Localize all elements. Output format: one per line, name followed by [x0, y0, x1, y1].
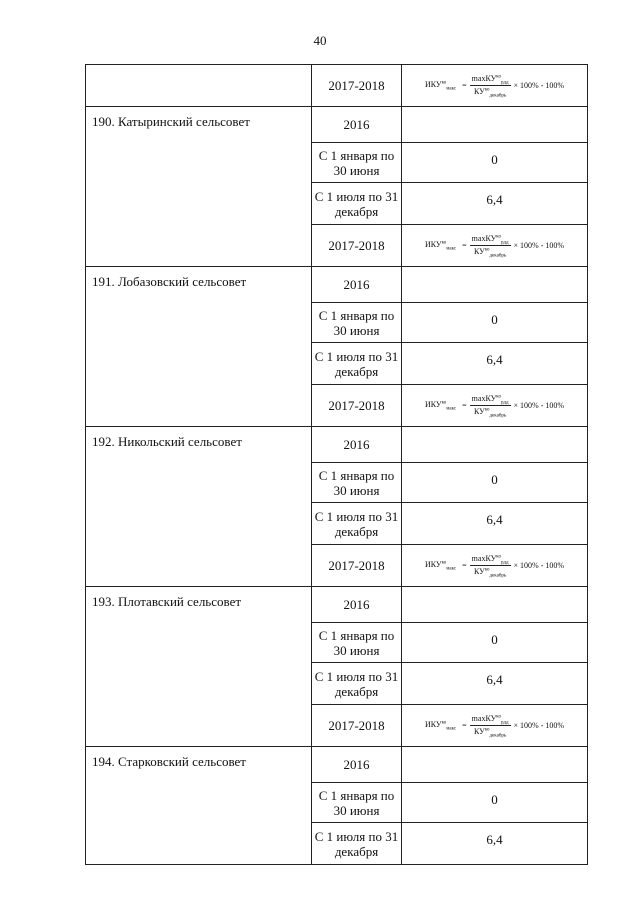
formula-lhs-base: ИКУ — [424, 720, 442, 730]
formula-equals: = — [462, 240, 467, 250]
formula-denominator — [472, 246, 508, 257]
table-row — [86, 427, 588, 463]
formula-denominator — [472, 566, 508, 577]
formula-tail: × 100% - 100% — [513, 80, 565, 90]
formula-num-sub: рдд — [500, 80, 509, 86]
formula-numerator — [470, 394, 511, 406]
formula-lhs-sup: ко — [441, 400, 447, 406]
formula-den-sub: декабрь — [489, 733, 507, 739]
tariff-index-table — [85, 64, 588, 865]
region-cell: 190. Катыринский сельсовет — [86, 107, 312, 267]
period-cell: 2016 — [312, 747, 402, 783]
formula-tail: × 100% - 100% — [513, 240, 565, 250]
table-row — [86, 107, 588, 143]
formula-den-sup: ко — [484, 406, 490, 412]
formula-lhs-sub: макс — [446, 246, 457, 252]
index-formula — [402, 554, 587, 579]
table-row — [86, 65, 588, 107]
period-cell: 2017-2018 — [312, 385, 402, 427]
index-formula — [402, 714, 587, 739]
formula-fraction — [470, 554, 511, 579]
formula-tail: × 100% - 100% — [513, 560, 565, 570]
formula-num-sup: ко — [496, 714, 501, 720]
formula-den-sup: ко — [484, 726, 490, 732]
formula-den-sup: ко — [484, 86, 490, 92]
value-cell — [402, 65, 588, 107]
formula-lhs-sub: макс — [446, 406, 457, 412]
region-cell: 191. Лобазовский сельсовет — [86, 267, 312, 427]
region-cell: 192. Никольский сельсовет — [86, 427, 312, 587]
formula-num-base: maxКУ — [471, 74, 497, 83]
formula-num-base: maxКУ — [471, 714, 497, 723]
formula-lhs-sub: макс — [446, 566, 457, 572]
value-cell: 6,4 — [402, 823, 588, 865]
formula-lhs-base: ИКУ — [424, 560, 442, 570]
period-cell: С 1 января по 30 июня — [312, 143, 402, 183]
formula-fraction — [470, 234, 511, 259]
formula-den-base: КУ — [473, 246, 485, 256]
formula-fraction — [470, 74, 511, 99]
index-formula — [402, 74, 587, 99]
formula-den-sub: декабрь — [489, 253, 507, 259]
formula-den-base: КУ — [473, 86, 485, 96]
page-number: 40 — [313, 33, 327, 48]
formula-lhs-base: ИКУ — [424, 240, 442, 250]
value-cell: 6,4 — [402, 183, 588, 225]
region-cell — [86, 65, 312, 107]
formula-lhs-base: ИКУ — [424, 400, 442, 410]
period-cell: 2017-2018 — [312, 65, 402, 107]
formula-den-base: КУ — [473, 726, 485, 736]
value-cell — [402, 225, 588, 267]
period-cell: 2017-2018 — [312, 225, 402, 267]
period-cell: 2017-2018 — [312, 705, 402, 747]
formula-denominator — [472, 86, 508, 97]
formula-num-base: maxКУ — [471, 394, 497, 403]
period-cell: 2016 — [312, 587, 402, 623]
formula-equals: = — [462, 560, 467, 570]
period-cell: С 1 января по 30 июня — [312, 623, 402, 663]
period-cell: С 1 июля по 31 декабря — [312, 823, 402, 865]
formula-lhs — [425, 80, 456, 90]
value-cell: 0 — [402, 463, 588, 503]
period-cell: 2017-2018 — [312, 545, 402, 587]
formula-lhs-sup: ко — [441, 240, 447, 246]
formula-lhs-sub: макс — [446, 86, 457, 92]
period-cell: 2016 — [312, 427, 402, 463]
value-cell: 0 — [402, 143, 588, 183]
formula-lhs — [425, 400, 456, 410]
period-cell: С 1 января по 30 июня — [312, 303, 402, 343]
formula-fraction — [470, 714, 511, 739]
value-cell: 0 — [402, 623, 588, 663]
formula-num-sub: рдд — [500, 720, 509, 726]
value-cell: 6,4 — [402, 343, 588, 385]
formula-lhs-sup: ко — [441, 720, 447, 726]
formula-lhs — [425, 720, 456, 730]
value-cell: 6,4 — [402, 503, 588, 545]
formula-num-sup: ко — [496, 554, 501, 560]
table-row — [86, 587, 588, 623]
formula-denominator — [472, 406, 508, 417]
formula-lhs — [425, 240, 456, 250]
value-cell — [402, 747, 588, 783]
formula-den-sup: ко — [484, 566, 490, 572]
formula-den-base: КУ — [473, 406, 485, 416]
region-cell: 194. Старковский сельсовет — [86, 747, 312, 865]
index-formula — [402, 234, 587, 259]
formula-tail: × 100% - 100% — [513, 720, 565, 730]
formula-lhs — [425, 560, 456, 570]
formula-num-sub: рдд — [500, 560, 509, 566]
formula-numerator — [470, 234, 511, 246]
formula-equals: = — [462, 80, 467, 90]
formula-equals: = — [462, 720, 467, 730]
formula-lhs-base: ИКУ — [424, 80, 442, 90]
period-cell: С 1 июля по 31 декабря — [312, 503, 402, 545]
formula-num-sup: ко — [496, 74, 501, 80]
period-cell: С 1 июля по 31 декабря — [312, 663, 402, 705]
formula-num-sub: рдд — [500, 400, 509, 406]
formula-num-base: maxКУ — [471, 554, 497, 563]
formula-numerator — [470, 74, 511, 86]
region-cell: 193. Плотавский сельсовет — [86, 587, 312, 747]
table-row — [86, 747, 588, 783]
formula-num-sup: ко — [496, 394, 501, 400]
formula-numerator — [470, 554, 511, 566]
value-cell — [402, 385, 588, 427]
formula-num-base: maxКУ — [471, 234, 497, 243]
value-cell — [402, 705, 588, 747]
formula-num-sup: ко — [496, 234, 501, 240]
period-cell: С 1 января по 30 июня — [312, 783, 402, 823]
value-cell — [402, 427, 588, 463]
formula-den-sub: декабрь — [489, 413, 507, 419]
formula-tail: × 100% - 100% — [513, 400, 565, 410]
value-cell: 0 — [402, 303, 588, 343]
value-cell: 6,4 — [402, 663, 588, 705]
formula-denominator — [472, 726, 508, 737]
value-cell: 0 — [402, 783, 588, 823]
formula-den-sub: декабрь — [489, 573, 507, 579]
period-cell: 2016 — [312, 107, 402, 143]
formula-num-sub: рдд — [500, 240, 509, 246]
formula-numerator — [470, 714, 511, 726]
formula-equals: = — [462, 400, 467, 410]
value-cell — [402, 267, 588, 303]
value-cell — [402, 107, 588, 143]
formula-lhs-sup: ко — [441, 560, 447, 566]
table-row — [86, 267, 588, 303]
period-cell: 2016 — [312, 267, 402, 303]
formula-fraction — [470, 394, 511, 419]
period-cell: С 1 июля по 31 декабря — [312, 183, 402, 225]
formula-den-sub: декабрь — [489, 93, 507, 99]
value-cell — [402, 545, 588, 587]
period-cell: С 1 января по 30 июня — [312, 463, 402, 503]
formula-lhs-sup: ко — [441, 80, 447, 86]
formula-lhs-sub: макс — [446, 726, 457, 732]
period-cell: С 1 июля по 31 декабря — [312, 343, 402, 385]
formula-den-base: КУ — [473, 566, 485, 576]
formula-den-sup: ко — [484, 246, 490, 252]
value-cell — [402, 587, 588, 623]
index-formula — [402, 394, 587, 419]
